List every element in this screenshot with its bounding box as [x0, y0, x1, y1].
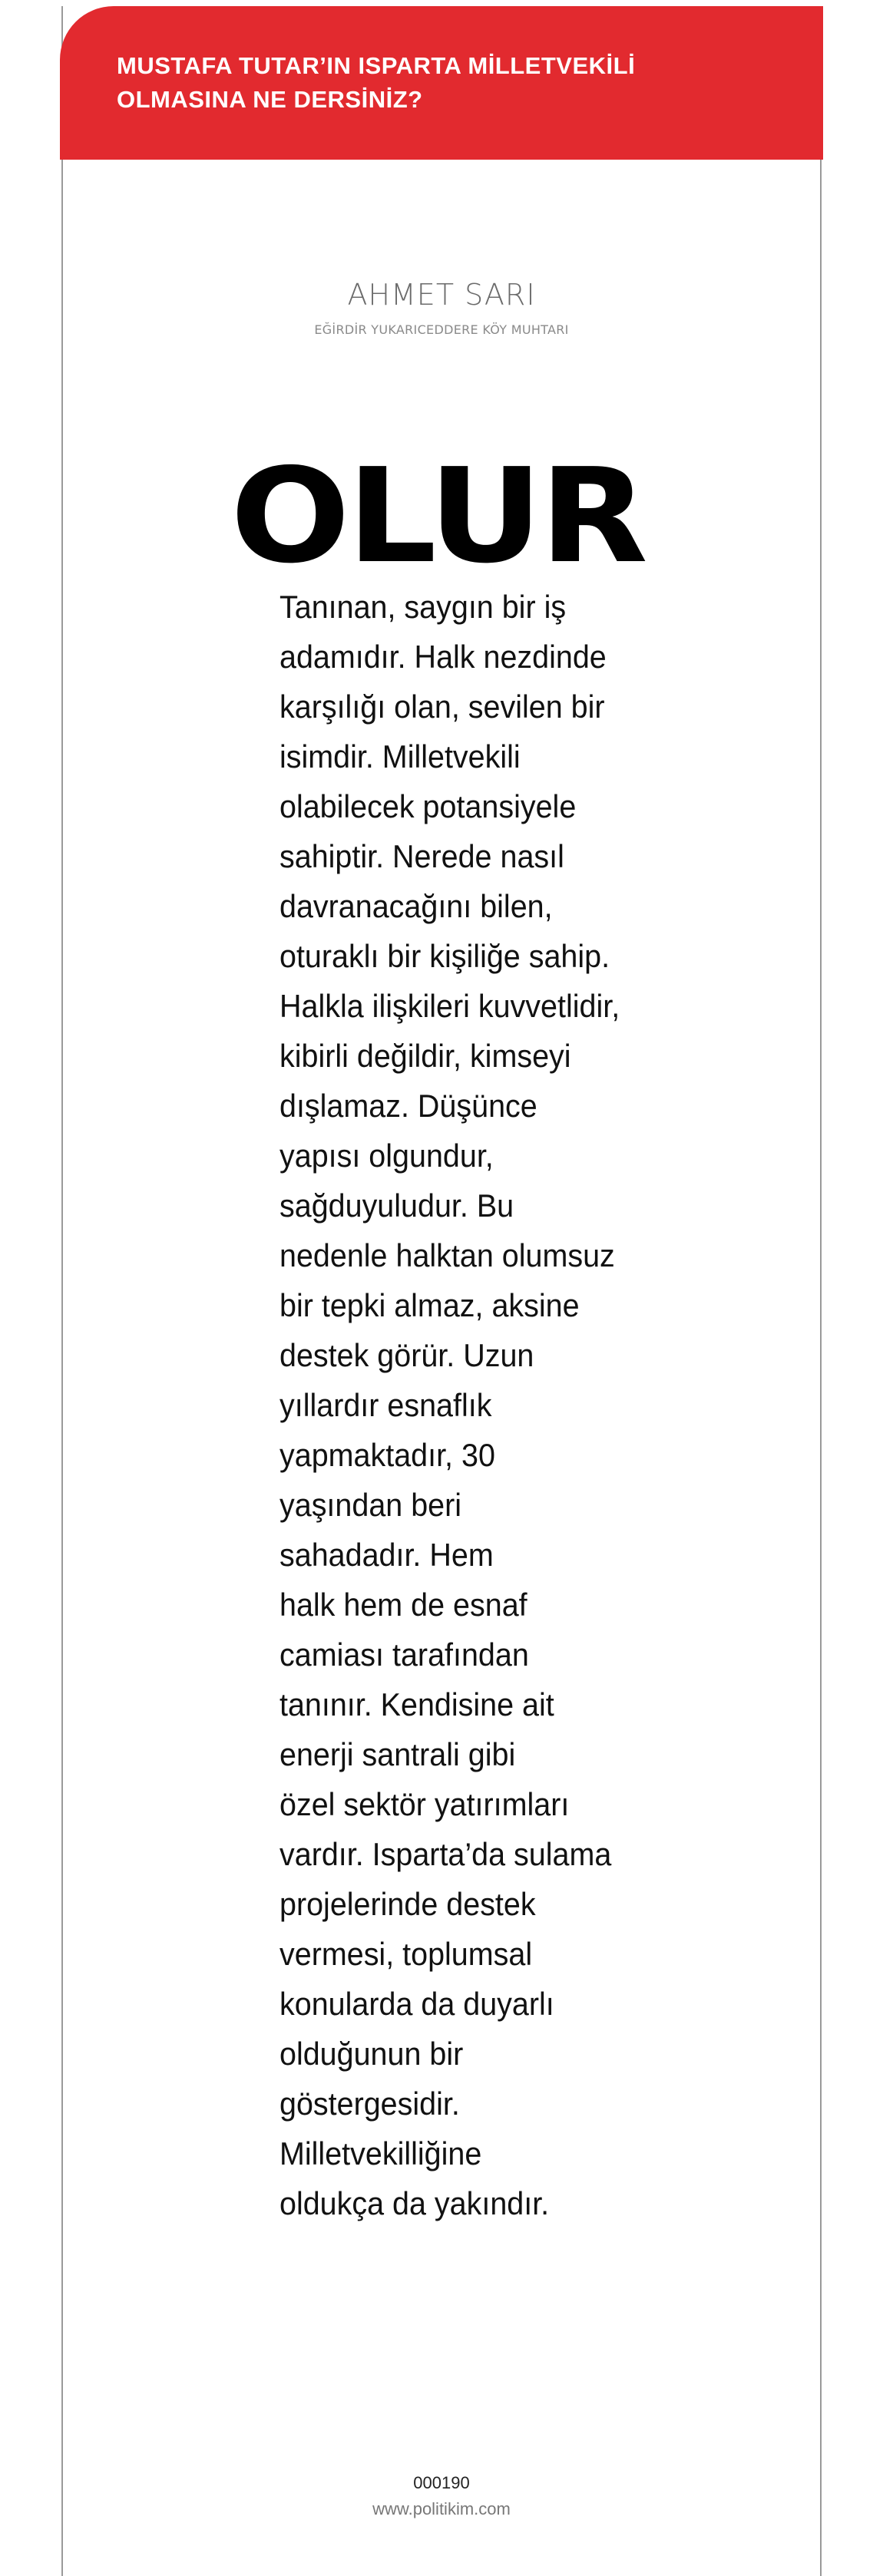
body-line: isimdir. Milletvekili [279, 738, 521, 774]
body-line: yapısı olgundur, [279, 1138, 494, 1174]
body-line: Halkla ilişkileri kuvvetlidir, [279, 988, 620, 1024]
body-line: konularda da duyarlı [279, 1986, 554, 2022]
body-line: Milletvekilliğine [279, 2135, 482, 2171]
body-line: oldukça da yakındır. [279, 2185, 550, 2221]
body-line: kibirli değildir, kimseyi [279, 1038, 571, 1074]
body-line: olabilecek potansiyele [279, 788, 577, 824]
body-line: halk hem de esnaf [279, 1587, 527, 1623]
body-text [279, 582, 626, 2228]
header-banner [60, 6, 823, 160]
body-line: yapmaktadır, 30 [279, 1437, 495, 1473]
body-line: enerji santrali gibi [279, 1736, 516, 1772]
body-line: yıllardır esnaflık [279, 1387, 492, 1423]
body-line: vardır. Isparta’da sulama [279, 1836, 612, 1872]
body-line: nedenle halktan olumsuz [279, 1237, 615, 1273]
body-line: sahadadır. Hem [279, 1537, 494, 1573]
body-line: adamıdır. Halk nezdinde [279, 639, 607, 675]
body-line: sağduyuludur. Bu [279, 1187, 514, 1224]
body-line: göstergesidir. [279, 2086, 460, 2122]
body-line: vermesi, toplumsal [279, 1936, 533, 1972]
body-line: sahiptir. Nerede nasıl [279, 838, 564, 874]
body-line: davranacağını bilen, [279, 888, 553, 924]
author-role: EĞİRDİR YUKARICEDDERE KÖY MUHTARI [314, 322, 569, 337]
page-title: MUSTAFA TUTAR’IN ISPARTA MİLLETVEKİLİ OLMASINA NE DERSİNİZ? [117, 52, 636, 113]
body-line: tanınır. Kendisine ait [279, 1686, 554, 1722]
body-line: karşılığı olan, sevilen bir [279, 689, 605, 725]
body-line: oturaklı bir kişiliğe sahip. [279, 938, 610, 974]
author-name: AHMET SARI [347, 278, 536, 312]
answer-headline: OLUR [230, 441, 645, 593]
body-line: olduğunun bir [279, 2036, 464, 2072]
body-line: projelerinde destek [279, 1886, 536, 1922]
body-line: destek görür. Uzun [279, 1337, 534, 1373]
page-code: 000190 [413, 2473, 470, 2492]
body-line: özel sektör yatırımları [279, 1786, 570, 1822]
body-line: yaşından beri [279, 1487, 462, 1523]
body-line: camiası tarafından [279, 1636, 529, 1673]
body-line: bir tepki almaz, aksine [279, 1287, 580, 1323]
body-line: Tanınan, saygın bir iş [279, 589, 567, 625]
body-line: dışlamaz. Düşünce [279, 1088, 537, 1124]
website-url: www.politikim.com [372, 2499, 511, 2518]
